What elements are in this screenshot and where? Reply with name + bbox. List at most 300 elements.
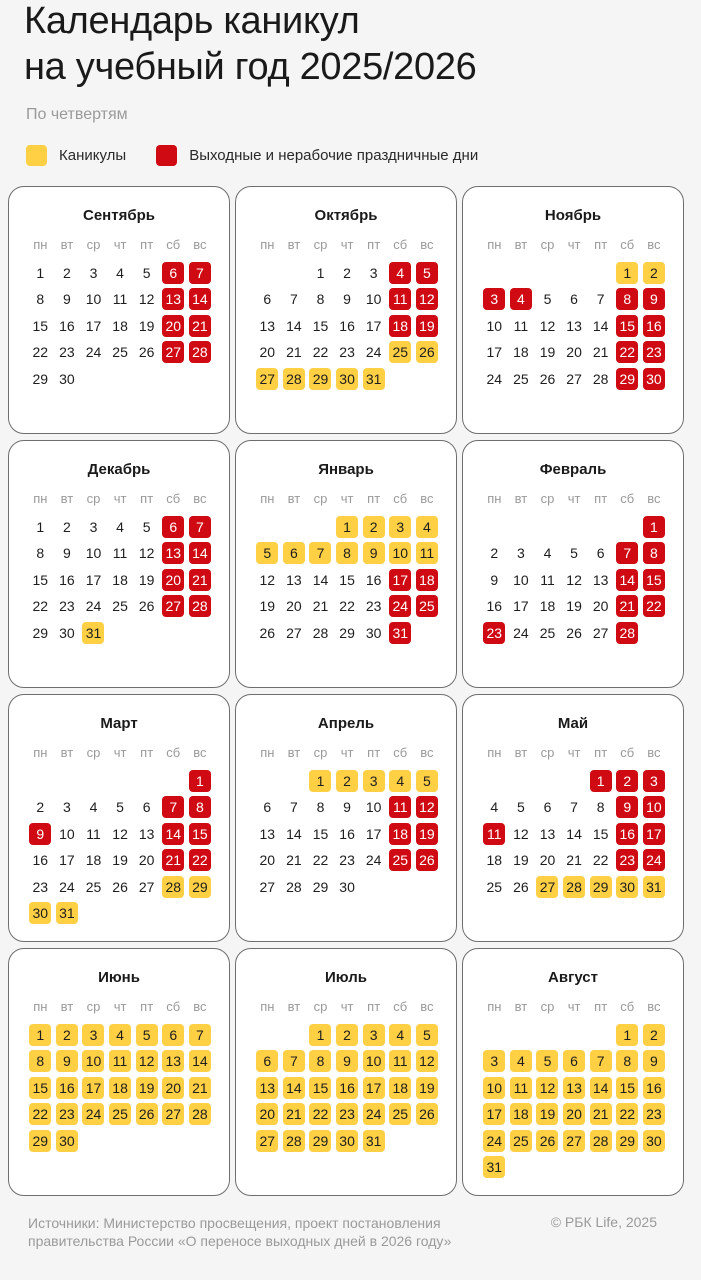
day-vacation: 3 (82, 1024, 104, 1046)
day: 20 (286, 598, 302, 614)
weekday-label: чт (340, 237, 354, 252)
empty-cell (481, 770, 508, 797)
day-vacation: 21 (283, 1103, 305, 1125)
day-vacation: 30 (616, 876, 638, 898)
day: 6 (263, 799, 272, 815)
empty-cell (281, 262, 308, 289)
day: 18 (112, 571, 128, 588)
day: 11 (112, 291, 128, 307)
day-holiday: 21 (616, 595, 638, 617)
weekday-label: пн (33, 491, 48, 506)
day-vacation: 13 (563, 1077, 585, 1099)
day-vacation: 30 (336, 1130, 358, 1152)
day-vacation: 27 (536, 876, 558, 898)
day: 23 (339, 852, 355, 868)
day: 11 (112, 545, 128, 561)
weekday-label: вт (514, 491, 528, 506)
day-holiday: 31 (389, 622, 411, 644)
day-vacation: 5 (136, 1024, 158, 1046)
month-card (8, 694, 230, 942)
day-holiday: 4 (510, 288, 532, 310)
day-vacation: 30 (336, 368, 358, 390)
day: 27 (286, 624, 302, 641)
day: 28 (592, 370, 609, 387)
day-vacation: 24 (82, 1103, 104, 1125)
day: 14 (286, 317, 302, 334)
day: 17 (486, 344, 503, 360)
day: 7 (289, 291, 298, 307)
day: 28 (286, 878, 302, 895)
day: 8 (596, 799, 605, 815)
day: 26 (539, 370, 556, 387)
month-card (235, 948, 457, 1196)
day: 17 (513, 598, 529, 614)
day-vacation: 22 (309, 1103, 331, 1125)
day-vacation: 23 (643, 1103, 665, 1125)
day: 29 (32, 624, 49, 641)
day: 6 (263, 291, 272, 307)
day-vacation: 31 (363, 1130, 385, 1152)
day-vacation: 31 (56, 902, 78, 924)
day: 21 (592, 344, 609, 360)
day-vacation: 16 (643, 1077, 665, 1099)
weekday-label: вт (514, 237, 528, 252)
day-holiday: 18 (389, 315, 411, 337)
day-vacation: 15 (616, 1077, 638, 1099)
day: 1 (36, 518, 45, 535)
day-vacation: 1 (29, 1024, 51, 1046)
weekday-label: пн (260, 491, 275, 506)
month-name: Декабрь (87, 461, 151, 478)
day: 27 (259, 878, 276, 895)
day-vacation: 9 (56, 1050, 78, 1072)
day-holiday: 1 (590, 770, 612, 792)
month-name: Август (548, 969, 598, 986)
day-holiday: 9 (643, 288, 665, 310)
weekday-label: вс (193, 999, 207, 1014)
day: 22 (312, 852, 329, 868)
day-holiday: 19 (416, 315, 438, 337)
month-card (235, 694, 457, 942)
weekday-label: сб (620, 745, 635, 760)
day: 13 (592, 571, 609, 588)
weekday-label: пт (367, 237, 381, 252)
day: 19 (513, 852, 529, 868)
day: 24 (85, 344, 102, 360)
day-vacation: 29 (590, 876, 612, 898)
day-vacation: 10 (82, 1050, 104, 1072)
page-title-line-2: на учебный год 2025/2026 (24, 46, 477, 88)
day-vacation: 2 (363, 516, 385, 538)
day-vacation: 8 (309, 1050, 331, 1072)
empty-cell (508, 770, 535, 797)
day: 9 (490, 571, 499, 588)
day: 23 (59, 344, 75, 360)
day-holiday: 14 (162, 823, 184, 845)
day-holiday: 5 (416, 262, 438, 284)
day: 5 (142, 518, 151, 535)
day-holiday: 3 (483, 288, 505, 310)
weekday-label: ср (86, 237, 101, 252)
month-days (481, 235, 667, 394)
day: 18 (112, 317, 128, 334)
day-vacation: 11 (389, 1050, 411, 1072)
day: 16 (486, 598, 503, 614)
day-holiday: 16 (643, 315, 665, 337)
day-vacation: 22 (616, 1103, 638, 1125)
day: 14 (592, 317, 609, 334)
day-holiday: 18 (389, 823, 411, 845)
day-vacation: 10 (483, 1077, 505, 1099)
day: 26 (138, 598, 155, 614)
day: 15 (32, 571, 49, 588)
copyright: © РБК Life, 2025 (550, 1214, 657, 1230)
day: 21 (286, 852, 302, 868)
empty-cell (254, 1024, 281, 1051)
day-holiday: 8 (189, 796, 211, 818)
day: 24 (365, 852, 382, 868)
empty-cell (254, 262, 281, 289)
day: 9 (62, 545, 71, 561)
day: 2 (36, 799, 45, 815)
day: 30 (365, 624, 382, 641)
weekday-label: ср (313, 999, 328, 1014)
day-vacation: 27 (256, 1130, 278, 1152)
day: 23 (365, 598, 382, 614)
weekday-label: чт (340, 745, 354, 760)
day-holiday: 6 (162, 516, 184, 538)
weekday-label: сб (393, 491, 408, 506)
day-vacation: 24 (363, 1103, 385, 1125)
day-vacation: 29 (616, 1130, 638, 1152)
day-vacation: 27 (256, 368, 278, 390)
day-vacation: 5 (416, 770, 438, 792)
day: 13 (259, 825, 276, 842)
day-vacation: 27 (162, 1103, 184, 1125)
day-holiday: 22 (189, 849, 211, 871)
day-vacation: 25 (510, 1130, 532, 1152)
day: 15 (32, 317, 49, 334)
vacation-label: Каникулы (59, 147, 127, 164)
day-vacation: 6 (283, 542, 305, 564)
day-vacation: 1 (309, 770, 331, 792)
weekday-label: вт (514, 745, 528, 760)
day-vacation: 11 (109, 1050, 131, 1072)
day: 9 (343, 799, 351, 815)
empty-cell (281, 1024, 308, 1051)
weekday-label: сб (166, 491, 181, 506)
day: 3 (62, 799, 71, 815)
day-holiday: 21 (162, 849, 184, 871)
month-card (462, 186, 684, 434)
weekday-label: пт (594, 999, 608, 1014)
day: 13 (566, 317, 582, 334)
day: 12 (566, 571, 582, 588)
day-vacation: 13 (162, 1050, 184, 1072)
day: 17 (85, 571, 102, 588)
day: 5 (570, 545, 578, 561)
day: 24 (85, 598, 102, 614)
day-vacation: 2 (56, 1024, 78, 1046)
day-vacation: 20 (256, 1103, 278, 1125)
day-holiday: 16 (616, 823, 638, 845)
day-vacation: 12 (416, 1050, 438, 1072)
day: 18 (486, 852, 503, 868)
day-vacation: 17 (82, 1077, 104, 1099)
day-holiday: 10 (643, 796, 665, 818)
day: 18 (85, 852, 102, 868)
day-vacation: 30 (643, 1130, 665, 1152)
weekday-label: сб (393, 999, 408, 1014)
day-vacation: 1 (309, 1024, 331, 1046)
weekday-label: сб (393, 745, 408, 760)
day-holiday: 13 (162, 288, 184, 310)
day: 4 (116, 264, 124, 281)
day-vacation: 23 (56, 1103, 78, 1125)
day: 8 (36, 291, 45, 307)
day-vacation: 3 (389, 516, 411, 538)
empty-cell (534, 516, 561, 543)
day: 5 (516, 799, 525, 815)
weekday-label: пн (33, 745, 48, 760)
weekday-label: чт (567, 491, 581, 506)
weekday-label: пт (140, 491, 154, 506)
empty-cell (107, 770, 134, 797)
weekday-label: пт (594, 491, 608, 506)
weekday-label: пн (260, 237, 275, 252)
empty-cell (587, 262, 614, 289)
weekday-label: пн (33, 999, 48, 1014)
day: 28 (312, 624, 329, 641)
day-vacation: 5 (536, 1050, 558, 1072)
day: 17 (365, 317, 382, 334)
day: 26 (259, 624, 276, 641)
day-vacation: 18 (510, 1103, 532, 1125)
day: 16 (59, 571, 75, 588)
day-holiday: 15 (616, 315, 638, 337)
weekday-label: пт (367, 745, 381, 760)
month-days (27, 489, 213, 648)
day: 19 (138, 571, 155, 588)
day: 10 (513, 571, 529, 588)
day: 15 (339, 571, 355, 588)
page-subtitle: По четвертям (26, 106, 128, 123)
day-vacation: 3 (363, 770, 385, 792)
day-holiday: 9 (29, 823, 51, 845)
day-vacation: 17 (363, 1077, 385, 1099)
month-name: Сентябрь (83, 207, 155, 224)
day: 16 (365, 571, 382, 588)
day-vacation: 9 (336, 1050, 358, 1072)
day-vacation: 6 (563, 1050, 585, 1072)
day: 2 (343, 264, 351, 281)
day: 16 (339, 825, 355, 842)
day-vacation: 16 (336, 1077, 358, 1099)
day: 12 (259, 571, 276, 588)
month-name: Май (557, 715, 589, 732)
month-days (254, 743, 440, 902)
day-holiday: 8 (643, 542, 665, 564)
day: 10 (85, 545, 102, 561)
day: 3 (369, 264, 378, 281)
weekday-label: пт (594, 237, 608, 252)
day: 11 (513, 317, 529, 334)
day-vacation: 25 (109, 1103, 131, 1125)
empty-cell (481, 516, 508, 543)
day-holiday: 12 (416, 796, 438, 818)
day: 16 (59, 317, 75, 334)
empty-cell (534, 262, 561, 289)
day: 5 (116, 799, 124, 815)
day: 10 (365, 291, 382, 307)
day: 2 (62, 518, 71, 535)
day-vacation: 2 (336, 770, 358, 792)
day: 6 (596, 545, 605, 561)
day: 7 (596, 291, 605, 307)
day-vacation: 28 (563, 876, 585, 898)
weekday-label: сб (166, 745, 181, 760)
weekday-label: пт (140, 999, 154, 1014)
month-name: Март (100, 715, 138, 732)
day-vacation: 19 (536, 1103, 558, 1125)
month-days (254, 489, 440, 648)
weekday-label: вт (287, 999, 301, 1014)
month-days (481, 489, 667, 648)
day-holiday: 7 (189, 262, 211, 284)
weekday-label: вс (193, 237, 207, 252)
page-title-line-1: Календарь каникул (24, 0, 360, 42)
day: 24 (365, 344, 382, 360)
weekday-label: вс (647, 745, 661, 760)
day-vacation: 29 (189, 876, 211, 898)
day-holiday: 14 (189, 542, 211, 564)
day-vacation: 12 (136, 1050, 158, 1072)
empty-cell (481, 1024, 508, 1051)
day-vacation: 6 (162, 1024, 184, 1046)
day-holiday: 14 (189, 288, 211, 310)
empty-cell (254, 516, 281, 543)
day-vacation: 10 (363, 1050, 385, 1072)
weekday-label: пт (367, 999, 381, 1014)
day: 15 (312, 825, 329, 842)
day: 16 (339, 317, 355, 334)
day: 7 (570, 799, 578, 815)
day-vacation: 28 (590, 1130, 612, 1152)
day: 4 (543, 545, 552, 561)
month-name: Ноябрь (544, 207, 602, 224)
day: 25 (85, 878, 102, 895)
day: 11 (86, 825, 101, 842)
day-vacation: 28 (283, 1130, 305, 1152)
month-card (235, 440, 457, 688)
weekday-label: сб (620, 999, 635, 1014)
empty-cell (80, 770, 107, 797)
day-holiday: 12 (416, 288, 438, 310)
day-vacation: 17 (483, 1103, 505, 1125)
weekday-label: пт (594, 745, 608, 760)
month-card (8, 440, 230, 688)
day-vacation: 4 (109, 1024, 131, 1046)
day: 12 (513, 825, 529, 842)
day-vacation: 3 (483, 1050, 505, 1072)
day-vacation: 31 (82, 622, 104, 644)
month-card (462, 440, 684, 688)
day-vacation: 15 (309, 1077, 331, 1099)
day-vacation: 11 (416, 542, 438, 564)
day: 10 (365, 799, 382, 815)
month-name: Апрель (317, 715, 375, 732)
weekday-label: ср (313, 745, 328, 760)
day: 19 (566, 598, 582, 614)
day: 19 (112, 852, 128, 868)
day: 8 (36, 545, 45, 561)
weekday-label: сб (620, 237, 635, 252)
sources-note: Источники: Министерство просвещения, проект постановления правительства России «О переносе выходных дней в 2026 году» (28, 1215, 452, 1249)
day: 30 (59, 624, 75, 641)
day: 23 (59, 598, 75, 614)
day: 10 (85, 291, 102, 307)
weekday-label: вс (420, 999, 434, 1014)
day-holiday: 17 (643, 823, 665, 845)
weekday-label: вс (647, 237, 661, 252)
empty-cell (160, 770, 187, 797)
day: 12 (138, 545, 155, 561)
day-vacation: 18 (109, 1077, 131, 1099)
day-vacation: 28 (283, 368, 305, 390)
day-vacation: 5 (416, 1024, 438, 1046)
legend-item-vacation (26, 145, 126, 166)
day: 17 (59, 852, 75, 868)
weekday-label: пн (260, 745, 275, 760)
day-holiday: 29 (616, 368, 638, 390)
day-vacation: 8 (29, 1050, 51, 1072)
day: 20 (259, 852, 276, 868)
day: 2 (490, 545, 499, 561)
day-vacation: 26 (136, 1103, 158, 1125)
day: 26 (138, 344, 155, 360)
day-holiday: 20 (162, 569, 184, 591)
day: 4 (116, 518, 124, 535)
day-holiday: 22 (643, 595, 665, 617)
day-vacation: 24 (483, 1130, 505, 1152)
day: 29 (339, 624, 355, 641)
weekday-label: чт (113, 237, 127, 252)
day-vacation: 7 (189, 1024, 211, 1046)
day-holiday: 15 (189, 823, 211, 845)
day: 12 (138, 291, 155, 307)
month-days (254, 235, 440, 394)
day-holiday: 28 (189, 595, 211, 617)
weekday-label: пн (487, 491, 502, 506)
day: 11 (540, 571, 555, 588)
month-card (8, 186, 230, 434)
day-vacation: 3 (363, 1024, 385, 1046)
day-holiday: 7 (189, 516, 211, 538)
day-vacation: 8 (616, 1050, 638, 1072)
month-days (481, 997, 667, 1183)
weekday-label: чт (113, 745, 127, 760)
empty-cell (307, 516, 334, 543)
day-vacation: 14 (590, 1077, 612, 1099)
day: 19 (259, 598, 276, 614)
day: 8 (316, 799, 325, 815)
holiday-swatch (156, 145, 177, 166)
empty-cell (534, 770, 561, 797)
empty-cell (614, 516, 641, 543)
day: 4 (490, 799, 499, 815)
day-vacation: 14 (189, 1050, 211, 1072)
empty-cell (587, 1024, 614, 1051)
